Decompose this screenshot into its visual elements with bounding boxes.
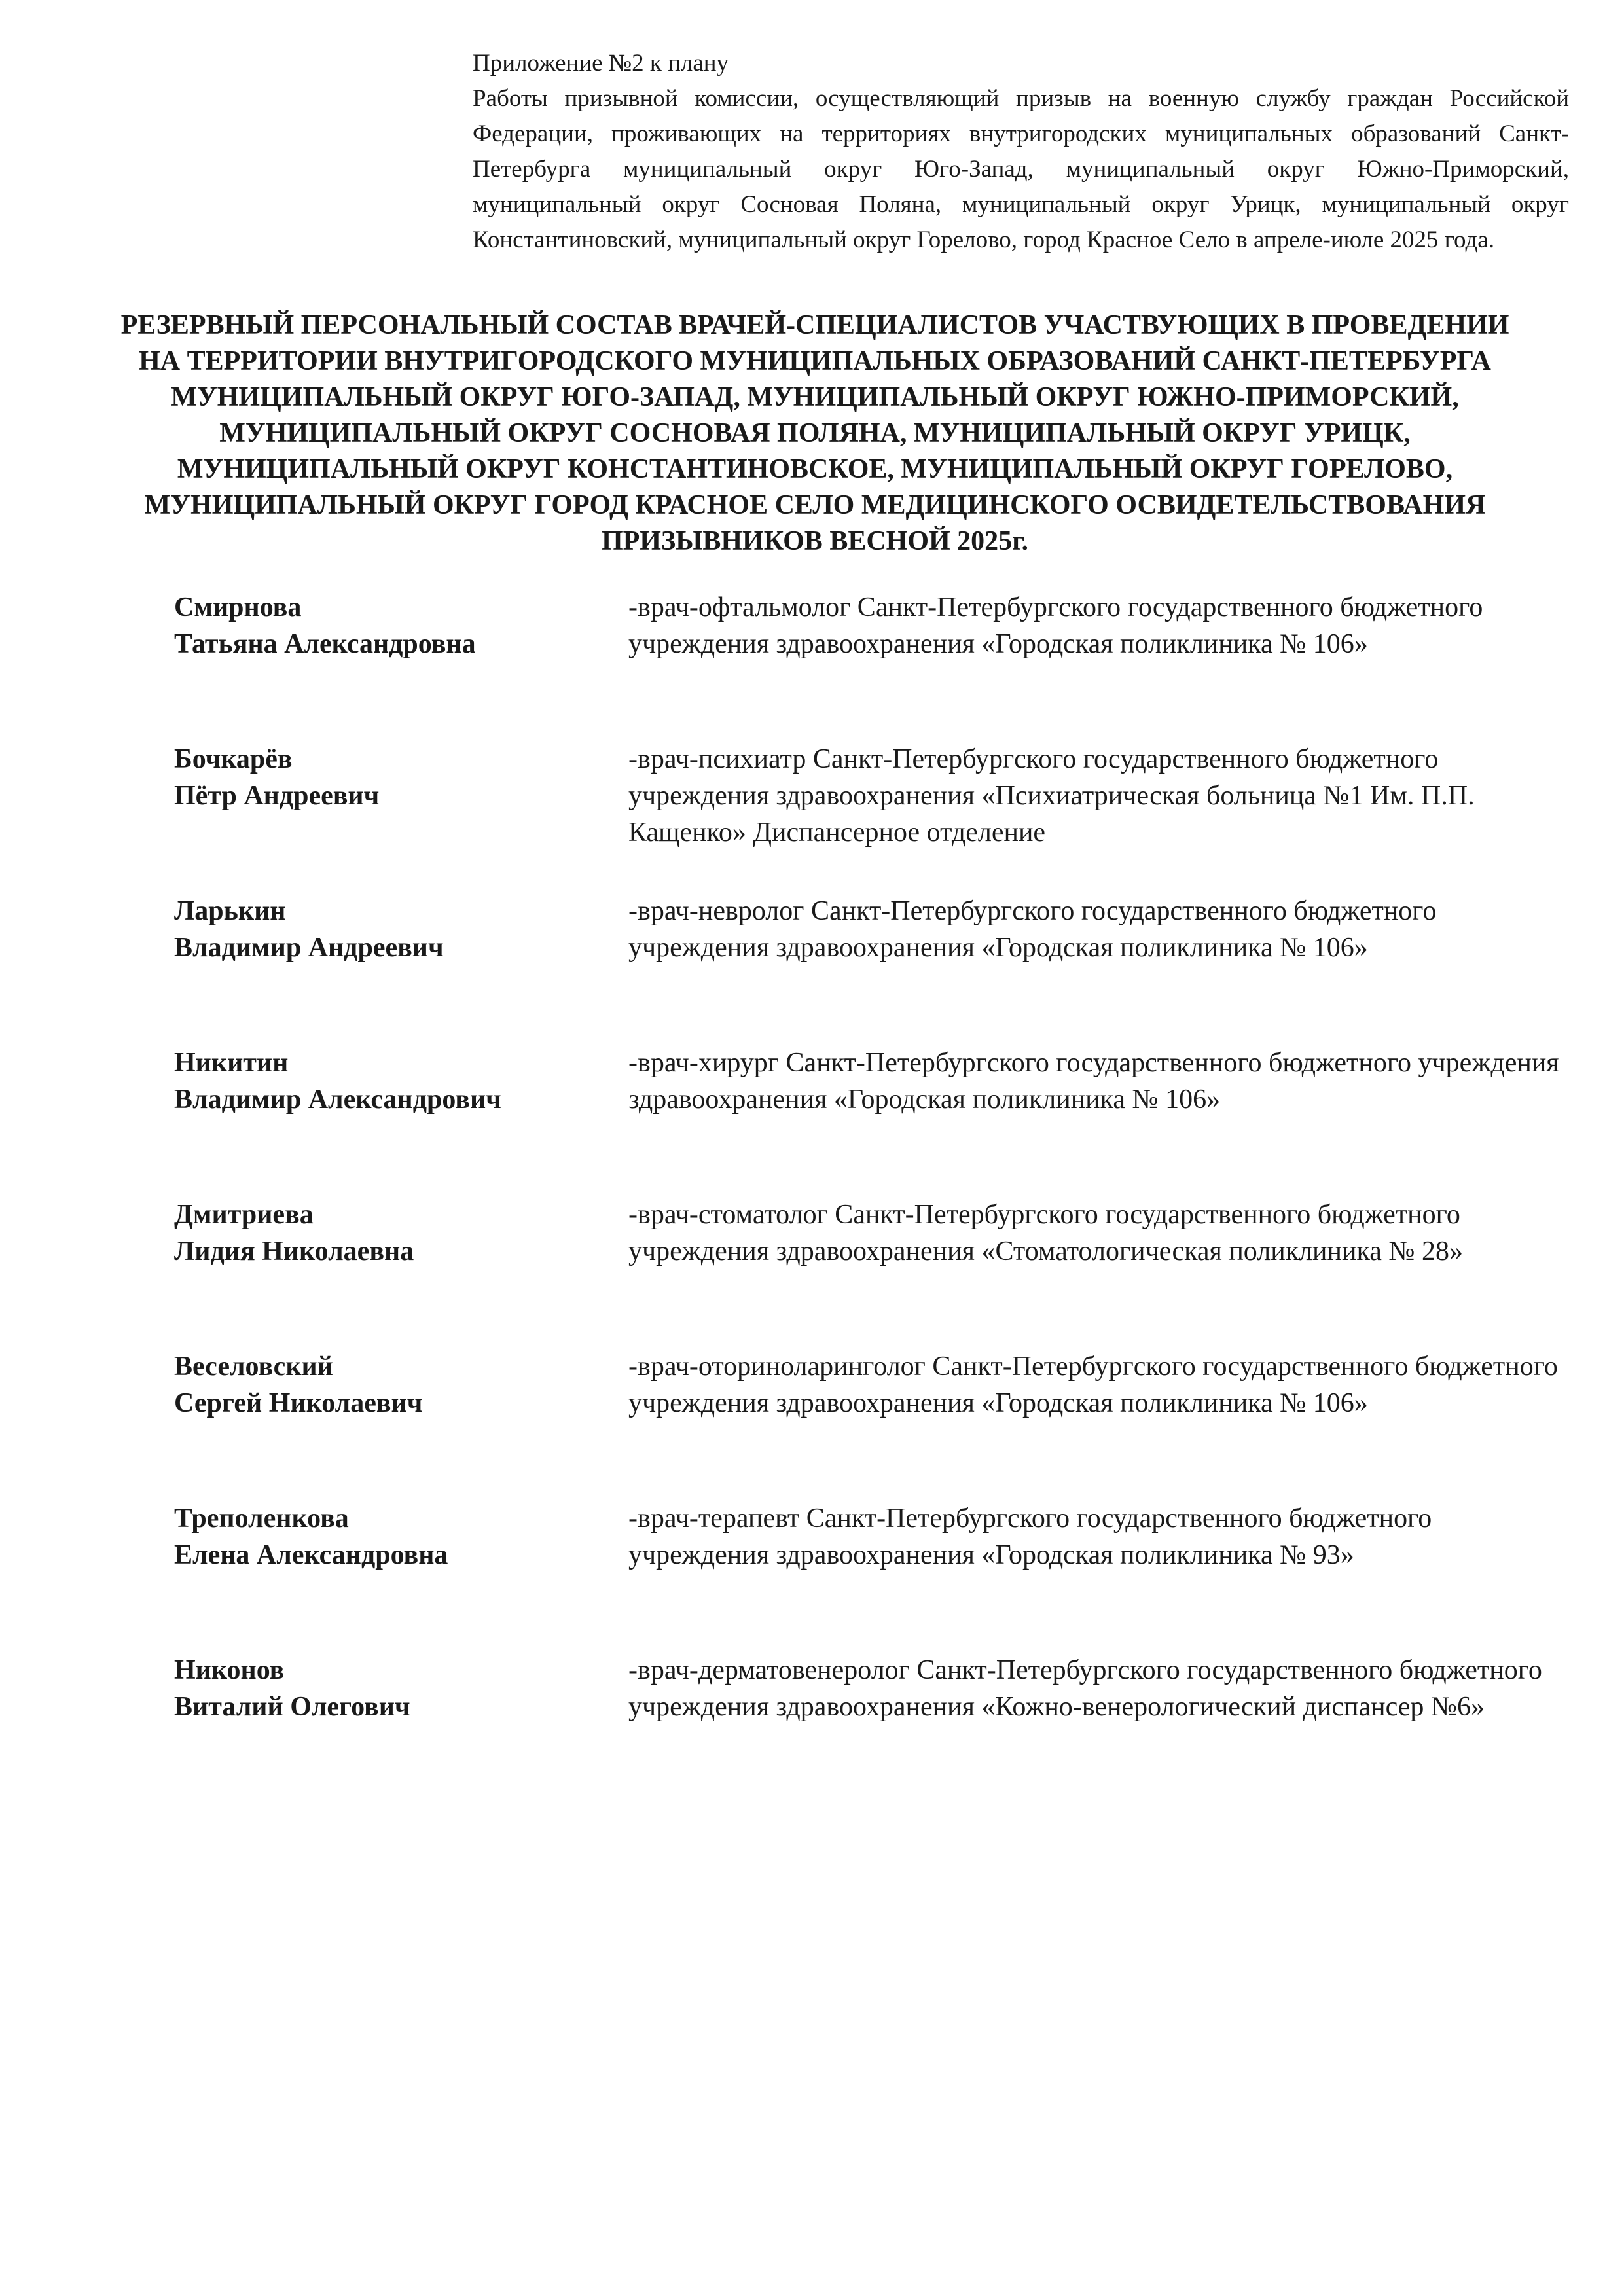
staff-surname: Смирнова <box>174 592 302 622</box>
staff-given-names: Лидия Николаевна <box>174 1236 414 1266</box>
staff-given-names: Виталий Олегович <box>174 1692 410 1722</box>
staff-role: -врач-дерматовенеролог Санкт-Петербургского государственного бюджетного учреждения здравоохранения «Кожно-венерологический диспансер №6» <box>628 1655 1542 1722</box>
staff-name <box>174 1500 606 1573</box>
staff-entry <box>174 741 1575 893</box>
staff-entry <box>174 1652 1575 1804</box>
staff-role: -врач-оториноларинголог Санкт-Петербургского государственного бюджетного учреждения здравоохранения «Городская поликлиника № 106» <box>628 1352 1558 1418</box>
staff-entry <box>174 893 1575 1045</box>
staff-role: -врач-офтальмолог Санкт-Петербургского государственного бюджетного учреждения здравоохранения «Городская поликлиника № 106» <box>628 592 1483 659</box>
staff-surname: Веселовский <box>174 1352 333 1382</box>
staff-surname: Ларькин <box>174 896 286 926</box>
appendix-body: Работы призывной комиссии, осуществляющий призыв на военную службу граждан Российской Федерации, проживающих на территориях внутригородских муниципальных образований Санкт-Петербурга муниципальный округ Юго-Запад, муниципальный округ Южно-Приморский, муниципальный округ Сосновая Поляна, муниципальный округ Урицк, муниципальный округ Константиновский, муниципальный округ Горелово, город Красное Село в апреле-июле 2025 года. <box>473 85 1569 253</box>
staff-entry <box>174 1500 1575 1652</box>
staff-given-names: Владимир Андреевич <box>174 933 444 963</box>
staff-surname: Дмитриева <box>174 1200 314 1230</box>
staff-role: -врач-невролог Санкт-Петербургского государственного бюджетного учреждения здравоохранения «Городская поликлиника № 106» <box>628 896 1437 963</box>
staff-list <box>174 589 1575 1804</box>
staff-name <box>174 893 606 966</box>
staff-surname: Никитин <box>174 1048 289 1078</box>
staff-role: -врач-хирург Санкт-Петербургского государственного бюджетного учреждения здравоохранения «Городская поликлиника № 106» <box>628 1048 1559 1115</box>
staff-entry <box>174 1196 1575 1348</box>
staff-name <box>174 1196 606 1270</box>
staff-given-names: Пётр Андреевич <box>174 781 380 811</box>
staff-given-names: Елена Александровна <box>174 1540 448 1570</box>
staff-name <box>174 589 606 662</box>
staff-role: -врач-стоматолог Санкт-Петербургского государственного бюджетного учреждения здравоохранения «Стоматологическая поликлиника № 28» <box>628 1200 1463 1266</box>
staff-name <box>174 741 606 814</box>
staff-entry <box>174 1045 1575 1196</box>
staff-entry <box>174 589 1575 741</box>
staff-name <box>174 1348 606 1422</box>
staff-entry <box>174 1348 1575 1500</box>
staff-surname: Никонов <box>174 1655 285 1685</box>
appendix-note <box>473 46 1569 258</box>
staff-name <box>174 1045 606 1118</box>
staff-given-names: Сергей Николаевич <box>174 1388 423 1418</box>
document-heading: РЕЗЕРВНЫЙ ПЕРСОНАЛЬНЫЙ СОСТАВ ВРАЧЕЙ-СПЕЦИАЛИСТОВ УЧАСТВУЮЩИХ В ПРОВЕДЕНИИ НА ТЕРРИТОРИИ ВНУТРИГОРОДСКОГО МУНИЦИПАЛЬНЫХ ОБРАЗОВАНИЙ САНКТ-ПЕТЕРБУРГА МУНИЦИПАЛЬНЫЙ ОКРУГ ЮГО-ЗАПАД, МУНИЦИПАЛЬНЫЙ ОКРУГ ЮЖНО-ПРИМОРСКИЙ, МУНИЦИПАЛЬНЫЙ ОКРУГ СОСНОВАЯ ПОЛЯНА, МУНИЦИПАЛЬНЫЙ ОКРУГ УРИЦК, МУНИЦИПАЛЬНЫЙ ОКРУГ КОНСТАНТИНОВСКОЕ, МУНИЦИПАЛЬНЫЙ ОКРУГ ГОРЕЛОВО, МУНИЦИПАЛЬНЫЙ ОКРУГ ГОРОД КРАСНОЕ СЕЛО МЕДИЦИНСКОГО ОСВИДЕТЕЛЬСТВОВАНИЯ ПРИЗЫВНИКОВ ВЕСНОЙ 2025г. <box>120 310 1509 556</box>
staff-surname: Треполенкова <box>174 1503 349 1534</box>
appendix-title: Приложение №2 к плану <box>473 50 729 77</box>
staff-role: -врач-психиатр Санкт-Петербургского государственного бюджетного учреждения здравоохранения «Психиатрическая больница №1 Им. П.П. Кащенко» Диспансерное отделение <box>628 744 1475 848</box>
staff-given-names: Владимир Александрович <box>174 1085 501 1115</box>
staff-surname: Бочкарёв <box>174 744 293 774</box>
staff-role: -врач-терапевт Санкт-Петербургского государственного бюджетного учреждения здравоохранения «Городская поликлиника № 93» <box>628 1503 1432 1570</box>
staff-name <box>174 1652 606 1725</box>
staff-given-names: Татьяна Александровна <box>174 629 476 659</box>
